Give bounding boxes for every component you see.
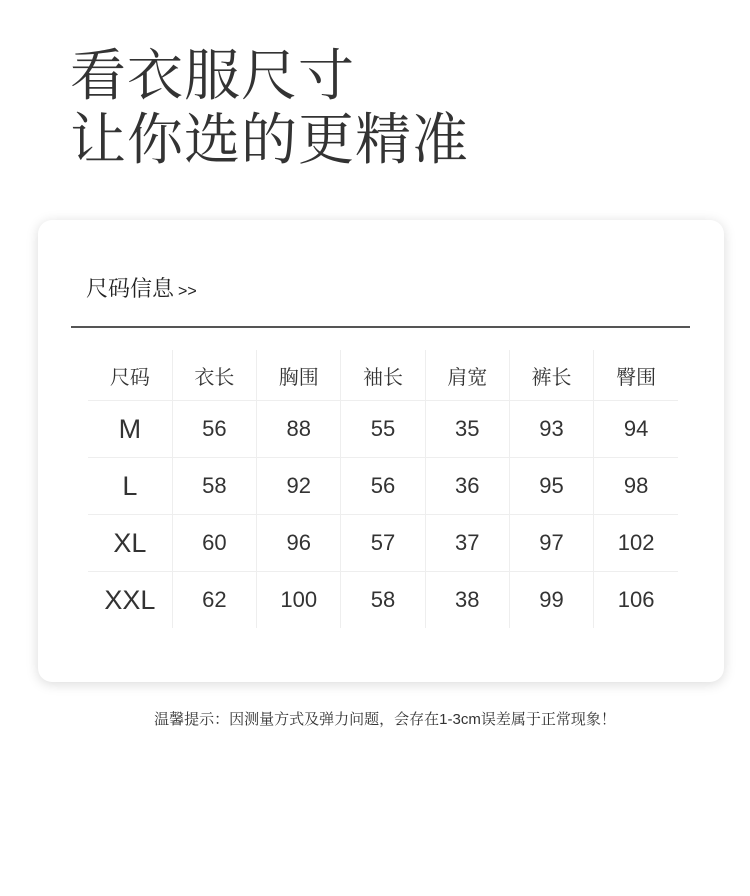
header-chest: 胸围 xyxy=(257,350,341,401)
table-row xyxy=(88,401,678,458)
table-cell: 100 xyxy=(257,572,341,629)
table-cell: 93 xyxy=(509,401,593,458)
table-cell: 88 xyxy=(257,401,341,458)
table-cell-size: L xyxy=(88,458,172,515)
headline xyxy=(70,44,469,172)
table-cell: 106 xyxy=(594,572,678,629)
card-title xyxy=(86,272,197,303)
table-cell: 58 xyxy=(341,572,425,629)
table-cell-size: M xyxy=(88,401,172,458)
table-cell: 102 xyxy=(594,515,678,572)
table-cell: 95 xyxy=(509,458,593,515)
title-divider xyxy=(71,326,690,328)
table-cell: 55 xyxy=(341,401,425,458)
table-cell: 99 xyxy=(509,572,593,629)
table-cell: 36 xyxy=(425,458,509,515)
table-cell: 60 xyxy=(172,515,256,572)
table-cell: 56 xyxy=(341,458,425,515)
headline-line-1: 看衣服尺寸 xyxy=(70,44,355,107)
table-cell: 92 xyxy=(257,458,341,515)
table-cell: 35 xyxy=(425,401,509,458)
header-size: 尺码 xyxy=(109,366,150,389)
table-row xyxy=(88,458,678,515)
double-chevron-right-icon: >> xyxy=(178,283,197,300)
header-garment-length: 衣长 xyxy=(172,350,256,401)
table-cell: 57 xyxy=(341,515,425,572)
table-cell: 97 xyxy=(509,515,593,572)
table-cell: 98 xyxy=(594,458,678,515)
table-cell: 37 xyxy=(425,515,509,572)
table-row xyxy=(88,572,678,629)
header-hip: 臀围 xyxy=(594,350,678,401)
table-cell: 58 xyxy=(172,458,256,515)
measurement-note: 温馨提示：因测量方式及弹力问题，会存在1-3cm误差属于正常现象！ xyxy=(154,711,616,728)
table-cell: 94 xyxy=(594,401,678,458)
size-info-card xyxy=(38,220,724,682)
header-pants-length: 裤长 xyxy=(509,350,593,401)
table-cell: 38 xyxy=(425,572,509,629)
card-title-text: 尺码信息 xyxy=(86,276,175,301)
table-header-row xyxy=(88,350,678,401)
table-cell: 62 xyxy=(172,572,256,629)
table-cell-size: XL xyxy=(88,515,172,572)
header-sleeve-length: 袖长 xyxy=(341,350,425,401)
table-row xyxy=(88,515,678,572)
size-table xyxy=(88,350,678,628)
headline-line-2: 让你选的更精准 xyxy=(70,108,469,171)
table-cell: 96 xyxy=(257,515,341,572)
table-cell-size: XXL xyxy=(88,572,172,629)
header-shoulder-width: 肩宽 xyxy=(425,350,509,401)
table-cell: 56 xyxy=(172,401,256,458)
